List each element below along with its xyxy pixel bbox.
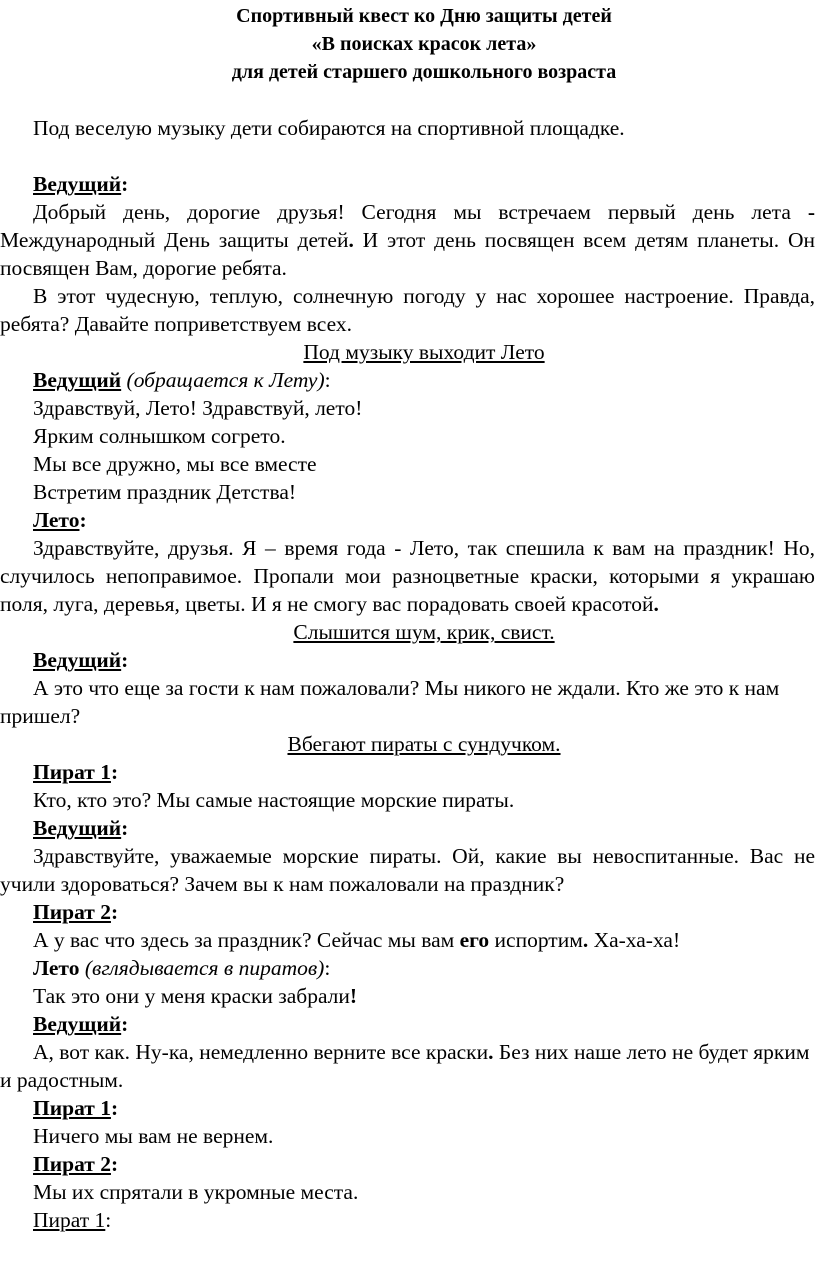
speaker-line: Пират 1: xyxy=(33,760,119,784)
speaker-line: Пират 1: xyxy=(33,1208,112,1232)
title-line-2: «В поисках красок лета» xyxy=(311,33,537,55)
speaker-line: Ведущий: xyxy=(33,172,129,196)
poem-line: Встретим праздник Детства! xyxy=(33,480,297,504)
speaker-line: Лето (вглядывается в пиратов): xyxy=(33,956,331,980)
poem-line: Здравствуй, Лето! Здравствуй, лето! xyxy=(33,396,363,420)
stage-direction: Под музыку выходит Лето xyxy=(303,340,545,364)
speaker-line: Ведущий: xyxy=(33,1012,129,1036)
speech-paragraph: А у вас что здесь за праздник? Сейчас мы вам его испортим. Ха-ха-ха! xyxy=(33,928,681,952)
document-title xyxy=(33,2,815,86)
speaker-line: Ведущий: xyxy=(33,816,129,840)
title-line-3: для детей старшего дошкольного возраста xyxy=(231,61,617,83)
speech-paragraph: Добрый день, дорогие друзья! Сегодня мы встречаем первый день лета - Международный День защиты детей. И этот день посвящен всем детям планеты. Он посвящен Вам, дорогие ребята. xyxy=(0,200,815,280)
speech-paragraph: Ничего мы вам не вернем. xyxy=(33,1124,274,1148)
stage-direction: Вбегают пираты с сундучком. xyxy=(287,732,561,756)
speech-paragraph: Здравствуйте, уважаемые морские пираты. Ой, какие вы невоспитанные. Вас не учили здороваться? Зачем вы к нам пожаловали на праздник? xyxy=(0,844,815,896)
speaker-line: Пират 1: xyxy=(33,1096,119,1120)
stage-direction: Слышится шум, крик, свист. xyxy=(293,620,555,644)
speaker-line: Пират 2: xyxy=(33,1152,119,1176)
speaker-line: Ведущий (обращается к Лету): xyxy=(33,368,331,392)
speaker-line: Ведущий: xyxy=(33,648,129,672)
speaker-line: Пират 2: xyxy=(33,900,119,924)
intro-paragraph: Под веселую музыку дети собираются на спортивной площадке. xyxy=(33,116,625,140)
poem-line: Мы все дружно, мы все вместе xyxy=(33,452,317,476)
speech-paragraph: В этот чудесную, теплую, солнечную погоду у нас хорошее настроение. Правда, ребята? Давайте поприветствуем всех. xyxy=(0,284,815,336)
title-line-1: Спортивный квест ко Дню защиты детей xyxy=(236,5,612,27)
speech-paragraph: Мы их спрятали в укромные места. xyxy=(33,1180,359,1204)
speech-paragraph: А это что еще за гости к нам пожаловали? Мы никого не ждали. Кто же это к нам пришел? xyxy=(0,676,780,728)
speech-paragraph: А, вот как. Ну-ка, немедленно верните все краски. Без них наше лето не будет ярким и радостным. xyxy=(0,1040,810,1092)
speaker-name: Ведущий xyxy=(33,172,122,196)
speech-paragraph: Так это они у меня краски забрали! xyxy=(33,984,358,1008)
speech-paragraph: Здравствуйте, друзья. Я – время года - Лето, так спешила к вам на праздник! Но, случилось непоправимое. Пропали мои разноцветные краски, которыми я украшаю поля, луга, деревья, цветы. И я не смогу вас порадовать своей красотой. xyxy=(0,536,815,616)
speech-paragraph: Кто, кто это? Мы самые настоящие морские пираты. xyxy=(33,788,515,812)
speaker-line: Лето: xyxy=(33,508,87,532)
poem-line: Ярким солнышком согрето. xyxy=(33,424,286,448)
